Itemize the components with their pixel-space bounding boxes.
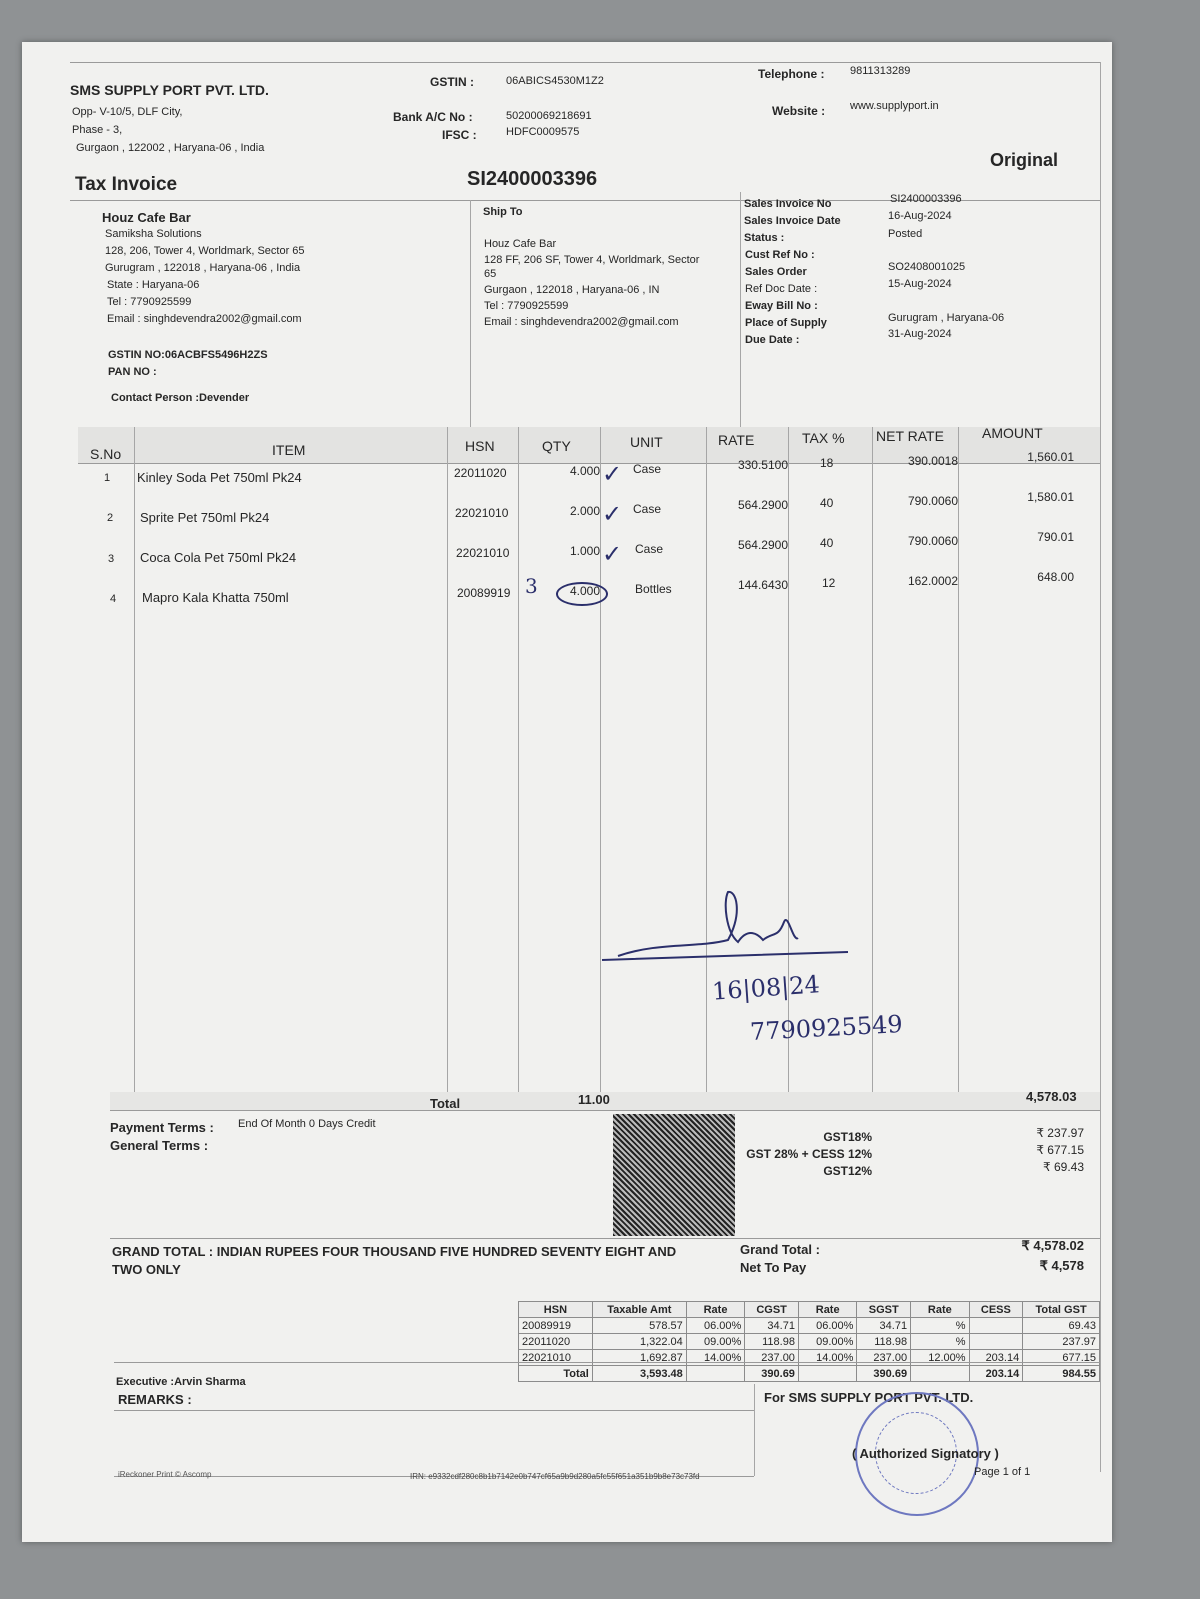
grand-total-value: ₹ 4,578.02 bbox=[1021, 1238, 1084, 1253]
handwritten-signature-icon bbox=[598, 882, 858, 972]
cell-net-rate: 790.0060 bbox=[907, 534, 958, 548]
gst-table-header: HSN bbox=[519, 1302, 593, 1318]
table-row bbox=[519, 1350, 1100, 1366]
billto-divider bbox=[470, 200, 471, 427]
cell-unit: Case bbox=[635, 542, 664, 556]
cell-qty: 1.000 bbox=[569, 544, 600, 558]
meta-value: 15-Aug-2024 bbox=[888, 278, 952, 290]
gst-total-cell: 390.69 bbox=[857, 1366, 911, 1382]
grand-total-label: Grand Total : bbox=[740, 1242, 820, 1257]
cell-qty: 4.000 bbox=[569, 584, 600, 598]
gst-summary-label: GST12% bbox=[823, 1164, 872, 1178]
total-label: Total bbox=[430, 1096, 461, 1111]
bank-label: Bank A/C No : bbox=[393, 110, 473, 124]
seller-gstin: 06ABICS4530M1Z2 bbox=[506, 75, 604, 87]
shipto-line-5: Email : singhdevendra2002@gmail.com bbox=[484, 316, 679, 328]
meta-label: Eway Bill No : bbox=[745, 300, 818, 312]
column-header-item: ITEM bbox=[272, 442, 306, 458]
gst-cell: 237.00 bbox=[745, 1350, 799, 1366]
copy-label: Original bbox=[990, 150, 1059, 170]
shipto-heading: Ship To bbox=[483, 206, 523, 218]
gst-cell: 06.00% bbox=[798, 1318, 856, 1334]
cell-unit: Bottles bbox=[635, 582, 672, 596]
gst-summary-label: GST 28% + CESS 12% bbox=[746, 1147, 872, 1161]
gst-total-cell: Total bbox=[519, 1366, 593, 1382]
executive-name: Executive :Arvin Sharma bbox=[116, 1376, 246, 1388]
gst-table-header: SGST bbox=[857, 1302, 911, 1318]
meta-value: 16-Aug-2024 bbox=[888, 210, 952, 222]
column-header-rate: RATE bbox=[718, 432, 755, 448]
billto-line-1: Samiksha Solutions bbox=[105, 228, 202, 240]
handwritten-qty-mark: 3 bbox=[525, 574, 538, 598]
seller-address-1: Opp- V-10/5, DLF City, bbox=[72, 106, 183, 118]
col-line bbox=[134, 427, 135, 1102]
authorized-signatory: ( Authorized Signatory ) bbox=[852, 1446, 999, 1461]
amount-in-words-1: GRAND TOTAL : INDIAN RUPEES FOUR THOUSAND FIVE HUNDRED SEVENTY EIGHT AND bbox=[112, 1244, 677, 1259]
seller-telephone: 9811313289 bbox=[850, 65, 911, 77]
cell-hsn: 20089919 bbox=[457, 586, 511, 600]
gst-breakup-table bbox=[518, 1301, 1100, 1382]
billto-name: Houz Cafe Bar bbox=[102, 210, 191, 225]
cell-item: Sprite Pet 750ml Pk24 bbox=[140, 510, 270, 525]
signature-box-divider bbox=[754, 1384, 755, 1476]
gst-table-header-row bbox=[519, 1302, 1100, 1318]
cell-item: Kinley Soda Pet 750ml Pk24 bbox=[137, 470, 302, 485]
cell-hsn: 22011020 bbox=[454, 466, 507, 480]
gst-cell: 22021010 bbox=[519, 1350, 593, 1366]
billto-pan: PAN NO : bbox=[108, 366, 157, 378]
invoice-number: SI2400003396 bbox=[467, 168, 598, 190]
cell-qty: 4.000 bbox=[569, 464, 600, 478]
handwritten-circle-icon bbox=[556, 582, 608, 606]
gst-cell: 578.57 bbox=[592, 1318, 686, 1334]
frame-top bbox=[70, 62, 1100, 63]
cell-hsn: 22021010 bbox=[456, 546, 510, 560]
cell-rate: 330.5100 bbox=[737, 458, 788, 472]
cell-item: Coca Cola Pet 750ml Pk24 bbox=[140, 550, 297, 565]
gst-table-header: Total GST bbox=[1023, 1302, 1100, 1318]
meta-label: Sales Invoice Date bbox=[744, 215, 841, 227]
gst-cell bbox=[969, 1318, 1023, 1334]
gst-cell: 677.15 bbox=[1023, 1350, 1100, 1366]
meta-label: Place of Supply bbox=[745, 317, 827, 329]
ifsc-label: IFSC : bbox=[442, 128, 477, 142]
gst-summary-label: GST18% bbox=[823, 1130, 872, 1144]
invoice-document bbox=[70, 62, 1100, 1512]
shipto-divider bbox=[740, 192, 741, 427]
gst-total-cell bbox=[798, 1366, 856, 1382]
gst-total-cell: 390.69 bbox=[745, 1366, 799, 1382]
gst-cell: 14.00% bbox=[798, 1350, 856, 1366]
gst-total-cell: 3,593.48 bbox=[592, 1366, 686, 1382]
shipto-line-1: 128 FF, 206 SF, Tower 4, Worldmark, Sector bbox=[484, 254, 700, 266]
gst-cell: 1,322.04 bbox=[592, 1334, 686, 1350]
meta-label: Due Date : bbox=[745, 334, 800, 346]
gst-cell: 22011020 bbox=[519, 1334, 593, 1350]
col-line bbox=[872, 427, 873, 1102]
gst-table-header: Rate bbox=[686, 1302, 744, 1318]
gst-cell: 1,692.87 bbox=[592, 1350, 686, 1366]
gst-summary-value: ₹ 69.43 bbox=[1043, 1160, 1084, 1174]
gst-cell: 237.00 bbox=[857, 1350, 911, 1366]
cell-sno: 1 bbox=[104, 472, 111, 484]
gstin-label: GSTIN : bbox=[430, 75, 474, 89]
frame-right bbox=[1100, 62, 1101, 1472]
gst-table-header: CESS bbox=[969, 1302, 1023, 1318]
gst-cell: 12.00% bbox=[911, 1350, 969, 1366]
col-line bbox=[788, 427, 789, 1102]
cell-qty: 2.000 bbox=[569, 504, 600, 518]
gst-total-cell bbox=[686, 1366, 744, 1382]
meta-value: SI2400003396 bbox=[890, 193, 962, 205]
meta-label: Status : bbox=[744, 232, 785, 244]
col-line bbox=[447, 427, 448, 1102]
meta-value: 31-Aug-2024 bbox=[888, 328, 952, 340]
column-header-hsn: HSN bbox=[465, 438, 495, 454]
cell-amount: 1,560.01 bbox=[1027, 450, 1074, 464]
shipto-name: Houz Cafe Bar bbox=[484, 238, 557, 250]
amount-in-words-2: TWO ONLY bbox=[112, 1262, 181, 1277]
qr-code-icon bbox=[613, 1114, 735, 1236]
seller-address-2: Phase - 3, bbox=[72, 124, 123, 136]
cell-amount: 1,580.01 bbox=[1027, 490, 1074, 504]
cell-rate: 564.2900 bbox=[737, 498, 788, 512]
column-header-amount: AMOUNT bbox=[982, 425, 1043, 441]
handwritten-tick-icon: ✓ bbox=[602, 500, 623, 528]
gst-cell: 34.71 bbox=[745, 1318, 799, 1334]
gst-table-header: Rate bbox=[911, 1302, 969, 1318]
seller-name: SMS SUPPLY PORT PVT. LTD. bbox=[70, 82, 269, 98]
gst-summary-value: ₹ 237.97 bbox=[1036, 1126, 1084, 1140]
billto-line-3: Gurugram , 122018 , Haryana-06 , India bbox=[105, 262, 301, 274]
gst-cell bbox=[969, 1334, 1023, 1350]
col-line bbox=[518, 427, 519, 1102]
gst-cell: 34.71 bbox=[857, 1318, 911, 1334]
irn-number: IRN: e9332cdf280c8b1b7142e0b747cf65a9b9d280a5fc55f651a351b9b8e73c73fd bbox=[410, 1472, 700, 1481]
col-line bbox=[958, 427, 959, 1102]
gst-total-cell: 203.14 bbox=[969, 1366, 1023, 1382]
table-row bbox=[519, 1318, 1100, 1334]
general-terms-label: General Terms : bbox=[110, 1138, 209, 1153]
gst-cell: 203.14 bbox=[969, 1350, 1023, 1366]
gst-table-header: CGST bbox=[745, 1302, 799, 1318]
remarks-label: REMARKS : bbox=[118, 1392, 192, 1407]
gst-table-header: Taxable Amt bbox=[592, 1302, 686, 1318]
gst-cell: 09.00% bbox=[798, 1334, 856, 1350]
handwritten-tick-icon: ✓ bbox=[602, 460, 623, 488]
footer-software: iReckoner Print © Ascomp bbox=[118, 1470, 212, 1479]
gst-cell: % bbox=[911, 1318, 969, 1334]
meta-value: Gurugram , Haryana-06 bbox=[888, 312, 1005, 324]
for-company: For SMS SUPPLY PORT PVT. LTD. bbox=[764, 1390, 974, 1405]
cell-net-rate: 162.0002 bbox=[907, 574, 958, 588]
gst-cell: 20089919 bbox=[519, 1318, 593, 1334]
column-header-qty: QTY bbox=[542, 438, 571, 454]
gst-cell: 69.43 bbox=[1023, 1318, 1100, 1334]
net-to-pay-value: ₹ 4,578 bbox=[1039, 1258, 1084, 1273]
cell-sno: 3 bbox=[108, 553, 115, 565]
shipto-line-2: 65 bbox=[484, 268, 497, 280]
handwritten-date: 16|08|24 bbox=[711, 970, 821, 1006]
page-number: Page 1 of 1 bbox=[974, 1466, 1031, 1478]
gst-summary-value: ₹ 677.15 bbox=[1036, 1143, 1084, 1157]
seller-address-3: Gurgaon , 122002 , Haryana-06 , India bbox=[76, 142, 265, 154]
meta-value: SO2408001025 bbox=[888, 261, 966, 273]
cell-rate: 564.2900 bbox=[737, 538, 788, 552]
total-row-bottom bbox=[110, 1110, 1100, 1111]
cell-amount: 790.01 bbox=[1037, 530, 1074, 544]
cell-tax: 18 bbox=[820, 456, 834, 470]
meta-label: Cust Ref No : bbox=[745, 249, 815, 261]
cell-rate: 144.6430 bbox=[737, 578, 788, 592]
seller-ifsc: HDFC0009575 bbox=[506, 126, 580, 138]
gst-cell: 118.98 bbox=[857, 1334, 911, 1350]
column-header-net-rate: NET RATE bbox=[876, 428, 944, 444]
gst-total-cell: 984.55 bbox=[1023, 1366, 1100, 1382]
shipto-line-4: Tel : 7790925599 bbox=[484, 300, 569, 312]
column-header-unit: UNIT bbox=[630, 434, 663, 450]
gst-total-cell bbox=[911, 1366, 969, 1382]
words-divider bbox=[110, 1238, 1100, 1239]
cell-unit: Case bbox=[633, 502, 662, 516]
shipto-line-3: Gurgaon , 122018 , Haryana-06 , IN bbox=[484, 284, 660, 296]
cell-sno: 4 bbox=[110, 593, 117, 605]
billto-line-5: Tel : 7790925599 bbox=[107, 296, 192, 308]
billto-line-2: 128, 206, Tower 4, Worldmark, Sector 65 bbox=[105, 245, 305, 257]
handwritten-phone: 7790925549 bbox=[749, 1010, 904, 1046]
total-amount: 4,578.03 bbox=[1026, 1089, 1077, 1104]
table-row bbox=[519, 1334, 1100, 1350]
net-to-pay-label: Net To Pay bbox=[740, 1260, 807, 1275]
cell-sno: 2 bbox=[107, 512, 114, 524]
cell-amount: 648.00 bbox=[1037, 570, 1074, 584]
column-header-tax: TAX % bbox=[802, 430, 845, 446]
meta-label: Sales Order bbox=[745, 266, 807, 278]
billto-line-6: Email : singhdevendra2002@gmail.com bbox=[107, 313, 302, 325]
meta-label: Ref Doc Date : bbox=[745, 283, 818, 295]
gst-table-header: Rate bbox=[798, 1302, 856, 1318]
col-line bbox=[600, 427, 601, 1102]
document-title: Tax Invoice bbox=[75, 174, 178, 195]
meta-value: Posted bbox=[888, 228, 923, 240]
gst-cell: % bbox=[911, 1334, 969, 1350]
cell-hsn: 22021010 bbox=[455, 506, 509, 520]
gst-cell: 09.00% bbox=[686, 1334, 744, 1350]
billto-gstin: GSTIN NO:06ACBFS5496H2ZS bbox=[108, 349, 268, 361]
website-label: Website : bbox=[772, 104, 826, 118]
seller-bank: 50200069218691 bbox=[506, 110, 592, 122]
gst-cell: 14.00% bbox=[686, 1350, 744, 1366]
meta-label: Sales Invoice No bbox=[744, 198, 832, 210]
total-qty: 11.00 bbox=[578, 1092, 610, 1107]
cell-tax: 40 bbox=[820, 536, 834, 550]
gst-cell: 118.98 bbox=[745, 1334, 799, 1350]
gst-table-total-row bbox=[519, 1366, 1100, 1382]
payment-terms-label: Payment Terms : bbox=[110, 1120, 214, 1135]
cell-net-rate: 390.0018 bbox=[907, 454, 958, 468]
billto-line-4: State : Haryana-06 bbox=[107, 279, 200, 291]
cell-tax: 40 bbox=[820, 496, 834, 510]
bottom-divider bbox=[114, 1362, 1100, 1363]
cell-tax: 12 bbox=[822, 576, 836, 590]
seller-website: www.supplyport.in bbox=[850, 100, 939, 112]
cell-unit: Case bbox=[633, 462, 662, 476]
handwritten-tick-icon: ✓ bbox=[602, 540, 623, 568]
col-line bbox=[706, 427, 707, 1102]
gst-cell: 237.97 bbox=[1023, 1334, 1100, 1350]
column-header-sno: S.No bbox=[90, 446, 122, 462]
cell-item: Mapro Kala Khatta 750ml bbox=[142, 590, 289, 605]
payment-terms-value: End Of Month 0 Days Credit bbox=[238, 1118, 376, 1130]
telephone-label: Telephone : bbox=[758, 67, 825, 81]
gst-cell: 06.00% bbox=[686, 1318, 744, 1334]
cell-net-rate: 790.0060 bbox=[907, 494, 958, 508]
remarks-divider bbox=[114, 1410, 754, 1411]
billto-contact: Contact Person :Devender bbox=[111, 392, 250, 404]
